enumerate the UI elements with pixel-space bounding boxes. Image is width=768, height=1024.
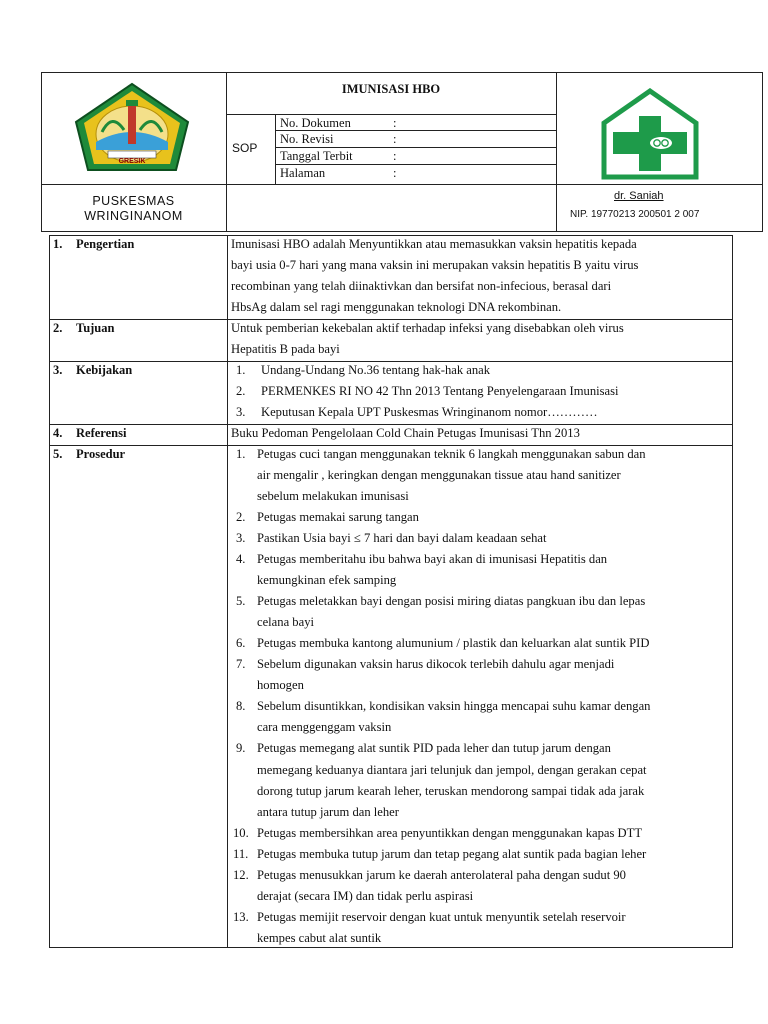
list-item: Keputusan Kepala UPT Puskesmas Wringinanom nomor………… bbox=[261, 405, 598, 419]
list-item: antara tutup jarum dan leher bbox=[257, 805, 399, 819]
text-line: Untuk pemberian kekebalan aktif terhadap infeksi yang disebabkan oleh virus bbox=[231, 321, 624, 335]
section-heading-tujuan: Tujuan bbox=[76, 321, 115, 335]
list-item: Undang-Undang No.36 tentang hak-hak anak bbox=[261, 363, 491, 377]
sop-label: SOP bbox=[232, 141, 258, 155]
list-number: 7. bbox=[236, 657, 246, 671]
list-item: Petugas memijit reservoir dengan kuat untuk menyuntik setelah reservoir bbox=[257, 910, 626, 924]
list-item: air mengalir , keringkan dengan menggunakan tissue atau hand sanitizer bbox=[257, 468, 621, 482]
list-item: Sebelum disuntikkan, kondisikan vaksin hingga mencapai suhu kamar dengan bbox=[257, 699, 651, 713]
doc-field-colon: : bbox=[393, 116, 397, 130]
list-number: 11. bbox=[233, 847, 249, 861]
puskesmas-logo bbox=[601, 88, 699, 180]
list-number: 9. bbox=[236, 741, 246, 755]
list-number: 13. bbox=[233, 910, 249, 924]
list-number: 2. bbox=[236, 384, 246, 398]
section-heading-referensi: Referensi bbox=[76, 426, 127, 440]
list-number: 2. bbox=[236, 510, 246, 524]
text-line: recombinan yang telah diinaktivkan dan bersifat non-infecious, berasal dari bbox=[231, 279, 612, 293]
doc-field-colon: : bbox=[393, 149, 397, 163]
section-number: 1. bbox=[53, 237, 63, 251]
gresik-logo bbox=[72, 82, 192, 174]
signer-name: dr. Saniah bbox=[614, 190, 664, 202]
list-item: memegang keduanya diantara jari telunjuk dan jempol, dengan gerakan cepat bbox=[257, 763, 647, 777]
doc-field-label: Tanggal Terbit bbox=[280, 149, 353, 163]
doc-field-colon: : bbox=[393, 132, 397, 146]
list-number: 5. bbox=[236, 594, 246, 608]
list-item: PERMENKES RI NO 42 Thn 2013 Tentang Penyelengaraan Imunisasi bbox=[261, 384, 619, 398]
list-item: Petugas meletakkan bayi dengan posisi miring diatas pangkuan ibu dan lepas bbox=[257, 594, 646, 608]
list-item: Petugas membersihkan area penyuntikkan dengan menggunakan kapas DTT bbox=[257, 826, 643, 840]
text-line: Imunisasi HBO adalah Menyuntikkan atau memasukkan vaksin hepatitis kepada bbox=[231, 237, 637, 251]
org-name-line2: WRINGINANOM bbox=[84, 209, 183, 223]
list-number: 8. bbox=[236, 699, 246, 713]
list-item: derajat (secara IM) dan tidak perlu aspirasi bbox=[257, 889, 474, 903]
section-number: 3. bbox=[53, 363, 63, 377]
list-number: 1. bbox=[236, 447, 246, 461]
doc-field-label: Halaman bbox=[280, 166, 326, 180]
logo-text: GRESIK bbox=[118, 158, 146, 165]
list-number: 3. bbox=[236, 405, 246, 419]
section-number: 2. bbox=[53, 321, 63, 335]
list-item: homogen bbox=[257, 678, 304, 692]
text-line: HbsAg dalam sel ragi menggunakan teknologi DNA rekombinan. bbox=[231, 300, 562, 314]
section-heading-kebijakan: Kebijakan bbox=[76, 363, 133, 377]
section-heading-pengertian: Pengertian bbox=[76, 237, 135, 251]
list-item: dorong tutup jarum kearah leher, teruskan mendorong sampai tidak ada jarak bbox=[257, 784, 645, 798]
doc-field-label: No. Revisi bbox=[280, 132, 334, 146]
signer-nip: NIP. 19770213 200501 2 007 bbox=[570, 209, 700, 220]
list-item: Petugas membuka tutup jarum dan tetap pegang alat suntik pada bagian leher bbox=[257, 847, 647, 861]
list-number: 12. bbox=[233, 868, 249, 882]
list-item: kemungkinan efek samping bbox=[257, 573, 397, 587]
list-item: celana bayi bbox=[257, 615, 314, 629]
text-line: bayi usia 0-7 hari yang mana vaksin ini merupakan vaksin hepatitis B yaitu virus bbox=[231, 258, 639, 272]
list-item: sebelum melakukan imunisasi bbox=[257, 489, 409, 503]
list-item: Sebelum digunakan vaksin harus dikocok terlebih dahulu agar menjadi bbox=[257, 657, 615, 671]
list-item: Petugas memberitahu ibu bahwa bayi akan di imunisasi Hepatitis dan bbox=[257, 552, 608, 566]
list-number: 4. bbox=[236, 552, 246, 566]
list-item: kempes cabut alat suntik bbox=[257, 931, 382, 945]
list-item: Pastikan Usia bayi ≤ 7 hari dan bayi dalam keadaan sehat bbox=[257, 531, 547, 545]
list-item: Petugas memegang alat suntik PID pada leher dan tutup jarum dengan bbox=[257, 741, 611, 755]
list-number: 1. bbox=[236, 363, 246, 377]
list-number: 6. bbox=[236, 636, 246, 650]
list-number: 10. bbox=[233, 826, 249, 840]
org-name-line1: PUSKESMAS bbox=[92, 194, 175, 208]
text-line: Buku Pedoman Pengelolaan Cold Chain Petugas Imunisasi Thn 2013 bbox=[231, 426, 580, 440]
list-item: Petugas membuka kantong alumunium / plastik dan keluarkan alat suntik PID bbox=[257, 636, 650, 650]
doc-field-colon: : bbox=[393, 166, 397, 180]
section-number: 5. bbox=[53, 447, 63, 461]
section-heading-prosedur: Prosedur bbox=[76, 447, 126, 461]
section-number: 4. bbox=[53, 426, 63, 440]
doc-field-label: No. Dokumen bbox=[280, 116, 351, 130]
text-line: Hepatitis B pada bayi bbox=[231, 342, 340, 356]
list-item: Petugas cuci tangan menggunakan teknik 6 langkah menggunakan sabun dan bbox=[257, 447, 646, 461]
list-number: 3. bbox=[236, 531, 246, 545]
list-item: cara menggenggam vaksin bbox=[257, 720, 392, 734]
page-title: IMUNISASI HBO bbox=[341, 82, 441, 96]
list-item: Petugas memakai sarung tangan bbox=[257, 510, 419, 524]
list-item: Petugas menusukkan jarum ke daerah anterolateral paha dengan sudut 90 bbox=[257, 868, 626, 882]
